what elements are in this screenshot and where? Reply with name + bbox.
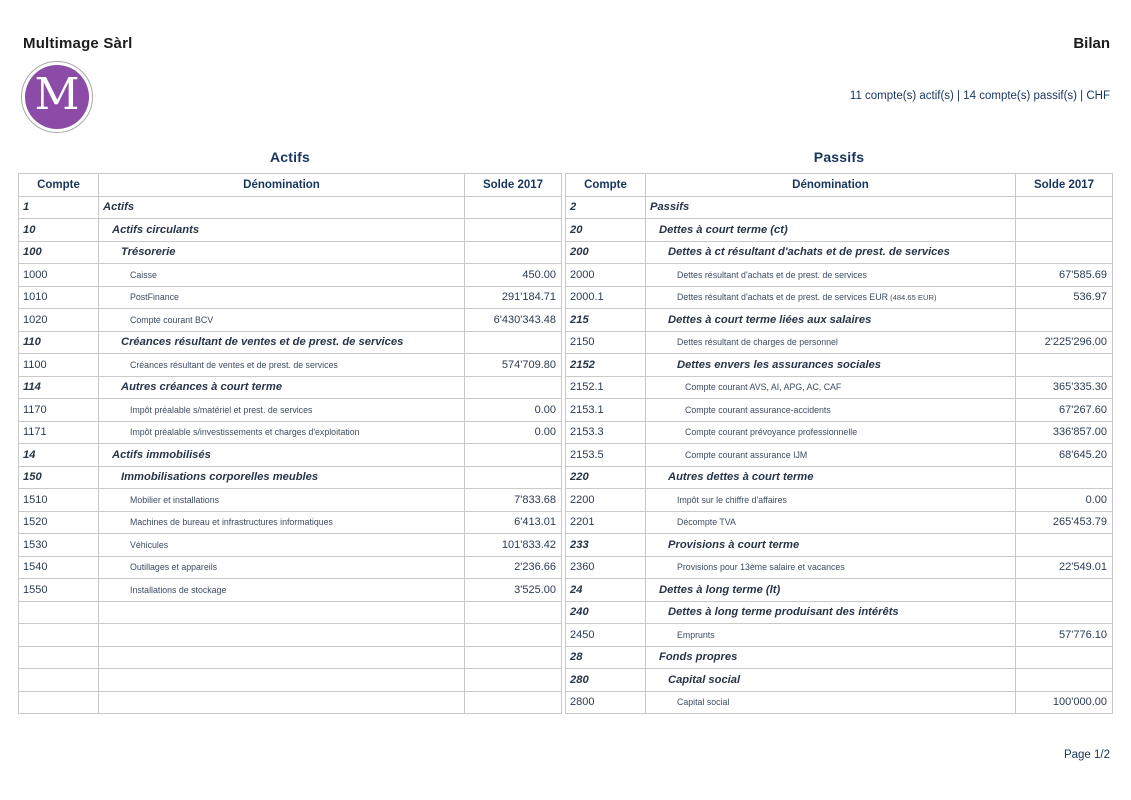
compte-cell: 240 — [566, 601, 646, 624]
solde-cell: 536.97 — [1016, 286, 1113, 309]
header-row — [566, 174, 1113, 197]
category-row — [566, 466, 1113, 489]
account-row — [19, 556, 562, 579]
account-row — [566, 691, 1113, 714]
compte-cell: 1520 — [19, 511, 99, 534]
solde-cell — [465, 601, 562, 624]
account-row — [566, 489, 1113, 512]
logo-letter: M — [34, 69, 80, 120]
denomination-cell: Fonds propres — [646, 646, 1016, 669]
compte-cell: 1510 — [19, 489, 99, 512]
compte-cell: 1171 — [19, 421, 99, 444]
account-row — [566, 264, 1113, 287]
account-row — [566, 331, 1113, 354]
denomination-cell: Provisions pour 13ème salaire et vacances — [646, 556, 1016, 579]
account-row — [19, 309, 562, 332]
solde-cell — [1016, 669, 1113, 692]
account-row — [566, 624, 1113, 647]
compte-cell — [19, 624, 99, 647]
denomination-cell: Dettes résultant d'achats et de prest. de services — [646, 264, 1016, 287]
solde-cell: 2'225'296.00 — [1016, 331, 1113, 354]
solde-cell: 0.00 — [465, 399, 562, 422]
solde-cell — [1016, 601, 1113, 624]
account-row — [19, 354, 562, 377]
compte-cell: 280 — [566, 669, 646, 692]
passifs-rows — [566, 196, 1113, 714]
solde-cell — [1016, 466, 1113, 489]
compte-cell: 2153.1 — [566, 399, 646, 422]
denomination-cell: Machines de bureau et infrastructures informatiques — [99, 511, 465, 534]
denomination-cell — [99, 601, 465, 624]
solde-cell: 3'525.00 — [465, 579, 562, 602]
compte-cell — [19, 646, 99, 669]
empty-row — [19, 669, 562, 692]
compte-cell: 2360 — [566, 556, 646, 579]
category-row — [19, 196, 562, 219]
denomination-cell: Dettes à long terme produisant des intérêts — [646, 601, 1016, 624]
category-row — [19, 241, 562, 264]
denomination-cell: Dettes à ct résultant d'achats et de prest. de services — [646, 241, 1016, 264]
accounts-summary: 11 compte(s) actif(s) | 14 compte(s) passif(s) | CHF — [849, 90, 1110, 102]
compte-cell: 1020 — [19, 309, 99, 332]
column-header-compte: Compte — [19, 174, 99, 197]
column-header-solde: Solde 2017 — [465, 174, 562, 197]
denomination-cell: Créances résultant de ventes et de prest. de services — [99, 331, 465, 354]
compte-cell: 1550 — [19, 579, 99, 602]
denomination-cell: Capital social — [646, 691, 1016, 714]
denomination-cell: Compte courant BCV — [99, 309, 465, 332]
header-row — [19, 174, 562, 197]
solde-cell — [1016, 219, 1113, 242]
compte-cell: 2000.1 — [566, 286, 646, 309]
category-row — [566, 646, 1113, 669]
compte-cell: 1530 — [19, 534, 99, 557]
solde-cell: 100'000.00 — [1016, 691, 1113, 714]
denomination-cell: Mobilier et installations — [99, 489, 465, 512]
compte-cell — [19, 691, 99, 714]
denomination-cell: Emprunts — [646, 624, 1016, 647]
compte-cell: 2000 — [566, 264, 646, 287]
solde-cell: 291'184.71 — [465, 286, 562, 309]
category-row — [19, 331, 562, 354]
solde-cell: 265'453.79 — [1016, 511, 1113, 534]
denomination-cell — [99, 691, 465, 714]
solde-cell — [1016, 354, 1113, 377]
solde-cell: 6'430'343.48 — [465, 309, 562, 332]
denomination-cell: Véhicules — [99, 534, 465, 557]
solde-cell: 0.00 — [1016, 489, 1113, 512]
denomination-cell: Décompte TVA — [646, 511, 1016, 534]
denomination-cell — [99, 646, 465, 669]
compte-cell: 20 — [566, 219, 646, 242]
denomination-cell: Outillages et appareils — [99, 556, 465, 579]
category-row — [566, 669, 1113, 692]
compte-cell: 1 — [19, 196, 99, 219]
account-row — [566, 286, 1113, 309]
company-name: Multimage Sàrl — [23, 35, 133, 52]
denomination-cell: Compte courant AVS, AI, APG, AC, CAF — [646, 376, 1016, 399]
denomination-cell: Compte courant assurance IJM — [646, 444, 1016, 467]
category-row — [566, 534, 1113, 557]
compte-cell: 2201 — [566, 511, 646, 534]
denomination-cell: Autres dettes à court terme — [646, 466, 1016, 489]
account-row — [566, 511, 1113, 534]
solde-cell: 0.00 — [465, 421, 562, 444]
solde-cell: 67'267.60 — [1016, 399, 1113, 422]
column-header-compte: Compte — [566, 174, 646, 197]
compte-cell: 2150 — [566, 331, 646, 354]
compte-cell: 233 — [566, 534, 646, 557]
denomination-cell: Impôt sur le chiffre d'affaires — [646, 489, 1016, 512]
compte-cell: 1540 — [19, 556, 99, 579]
empty-row — [19, 624, 562, 647]
solde-cell: 67'585.69 — [1016, 264, 1113, 287]
solde-cell — [465, 646, 562, 669]
compte-cell: 2200 — [566, 489, 646, 512]
denomination-cell: Actifs circulants — [99, 219, 465, 242]
compte-cell: 2152.1 — [566, 376, 646, 399]
denomination-cell: Caisse — [99, 264, 465, 287]
tables-container — [18, 149, 1113, 714]
solde-cell: 450.00 — [465, 264, 562, 287]
compte-cell: 100 — [19, 241, 99, 264]
solde-cell: 574'709.80 — [465, 354, 562, 377]
solde-cell — [465, 241, 562, 264]
account-row — [19, 489, 562, 512]
category-row — [19, 376, 562, 399]
compte-cell: 2153.5 — [566, 444, 646, 467]
denomination-cell: Créances résultant de ventes et de prest. de services — [99, 354, 465, 377]
solde-cell — [465, 466, 562, 489]
compte-cell — [19, 601, 99, 624]
solde-cell — [465, 444, 562, 467]
compte-cell: 10 — [19, 219, 99, 242]
denomination-cell: Capital social — [646, 669, 1016, 692]
solde-cell — [1016, 196, 1113, 219]
solde-cell — [465, 331, 562, 354]
empty-row — [19, 646, 562, 669]
compte-cell: 114 — [19, 376, 99, 399]
passifs-table — [565, 173, 1113, 714]
denomination-cell — [99, 624, 465, 647]
account-row — [19, 421, 562, 444]
compte-cell: 2450 — [566, 624, 646, 647]
category-row — [566, 354, 1113, 377]
compte-cell: 2800 — [566, 691, 646, 714]
solde-cell — [1016, 646, 1113, 669]
denomination-cell: Dettes résultant de charges de personnel — [646, 331, 1016, 354]
solde-cell — [1016, 534, 1113, 557]
denomination-cell: Actifs — [99, 196, 465, 219]
compte-cell: 14 — [19, 444, 99, 467]
denomination-cell: Dettes à court terme liées aux salaires — [646, 309, 1016, 332]
currency-note: (484.65 EUR) — [887, 293, 937, 303]
denomination-cell: Provisions à court terme — [646, 534, 1016, 557]
denomination-cell: Actifs immobilisés — [99, 444, 465, 467]
compte-cell: 24 — [566, 579, 646, 602]
compte-cell: 1170 — [19, 399, 99, 422]
empty-row — [19, 601, 562, 624]
solde-cell — [465, 196, 562, 219]
compte-cell: 1000 — [19, 264, 99, 287]
account-row — [566, 399, 1113, 422]
category-row — [566, 241, 1113, 264]
compte-cell: 1100 — [19, 354, 99, 377]
compte-cell: 28 — [566, 646, 646, 669]
denomination-cell: Dettes à long terme (lt) — [646, 579, 1016, 602]
page-number: Page 1/2 — [1063, 749, 1110, 761]
denomination-cell: Trésorerie — [99, 241, 465, 264]
account-row — [19, 511, 562, 534]
logo-purple-disc — [25, 65, 89, 129]
solde-cell — [1016, 241, 1113, 264]
actifs-table — [18, 173, 562, 714]
actifs-rows — [19, 196, 562, 714]
category-row — [566, 219, 1113, 242]
denomination-cell: Compte courant assurance-accidents — [646, 399, 1016, 422]
compte-cell: 2 — [566, 196, 646, 219]
compte-cell: 2153.3 — [566, 421, 646, 444]
solde-cell — [465, 691, 562, 714]
solde-cell — [465, 669, 562, 692]
column-header-solde: Solde 2017 — [1016, 174, 1113, 197]
company-logo-icon — [21, 61, 93, 133]
solde-cell — [465, 624, 562, 647]
category-row — [566, 579, 1113, 602]
compte-cell: 2152 — [566, 354, 646, 377]
denomination-cell — [99, 669, 465, 692]
solde-cell: 2'236.66 — [465, 556, 562, 579]
compte-cell: 215 — [566, 309, 646, 332]
denomination-cell: Autres créances à court terme — [99, 376, 465, 399]
solde-cell: 101'833.42 — [465, 534, 562, 557]
compte-cell: 1010 — [19, 286, 99, 309]
solde-cell: 7'833.68 — [465, 489, 562, 512]
actifs-panel — [18, 149, 562, 714]
solde-cell — [465, 219, 562, 242]
column-header-denomination: Dénomination — [646, 174, 1016, 197]
passifs-title: Passifs — [813, 149, 865, 165]
denomination-cell: Impôt préalable s/investissements et charges d'exploitation — [99, 421, 465, 444]
solde-cell: 6'413.01 — [465, 511, 562, 534]
document-title: Bilan — [1073, 35, 1110, 52]
category-row — [566, 196, 1113, 219]
compte-cell: 150 — [19, 466, 99, 489]
compte-cell: 200 — [566, 241, 646, 264]
account-row — [19, 286, 562, 309]
account-row — [19, 399, 562, 422]
compte-cell — [19, 669, 99, 692]
account-row — [566, 444, 1113, 467]
compte-cell: 220 — [566, 466, 646, 489]
category-row — [19, 219, 562, 242]
empty-row — [19, 691, 562, 714]
denomination-cell: Immobilisations corporelles meubles — [99, 466, 465, 489]
account-row — [19, 534, 562, 557]
account-row — [19, 264, 562, 287]
denomination-cell: Impôt préalable s/matériel et prest. de services — [99, 399, 465, 422]
compte-cell: 110 — [19, 331, 99, 354]
account-row — [566, 421, 1113, 444]
category-row — [566, 309, 1113, 332]
solde-cell: 68'645.20 — [1016, 444, 1113, 467]
category-row — [19, 466, 562, 489]
solde-cell: 22'549.01 — [1016, 556, 1113, 579]
denomination-cell: Passifs — [646, 196, 1016, 219]
solde-cell — [465, 376, 562, 399]
passifs-panel — [565, 149, 1113, 714]
solde-cell: 365'335.30 — [1016, 376, 1113, 399]
category-row — [566, 601, 1113, 624]
denomination-cell: Dettes envers les assurances sociales — [646, 354, 1016, 377]
denomination-cell: Dettes résultant d'achats et de prest. de services EUR (484.65 EUR) — [646, 286, 1016, 309]
solde-cell — [1016, 309, 1113, 332]
denomination-cell: Installations de stockage — [99, 579, 465, 602]
solde-cell — [1016, 579, 1113, 602]
solde-cell: 336'857.00 — [1016, 421, 1113, 444]
denomination-cell: PostFinance — [99, 286, 465, 309]
solde-cell: 57'776.10 — [1016, 624, 1113, 647]
category-row — [19, 444, 562, 467]
account-row — [566, 376, 1113, 399]
denomination-cell: Compte courant prévoyance professionnelle — [646, 421, 1016, 444]
denomination-cell: Dettes à court terme (ct) — [646, 219, 1016, 242]
actifs-title: Actifs — [269, 149, 311, 165]
column-header-denomination: Dénomination — [99, 174, 465, 197]
account-row — [19, 579, 562, 602]
account-row — [566, 556, 1113, 579]
